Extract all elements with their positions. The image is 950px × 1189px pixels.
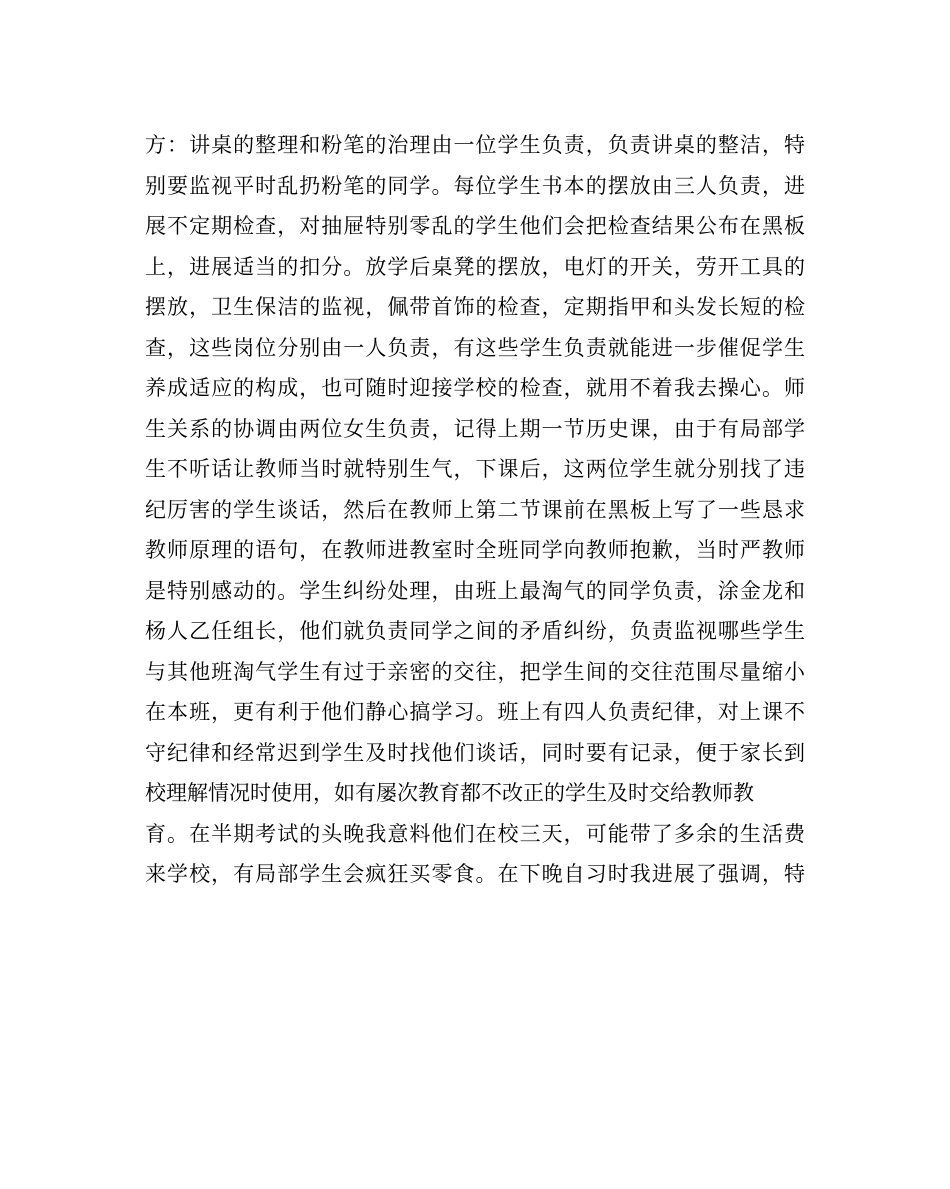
text-line: 别要监视平时乱扔粉笔的同学。每位学生书本的摆放由三人负责，进 (145, 173, 805, 198)
text-line: 方：讲桌的整理和粉笔的治理由一位学生负责，负责讲桌的整洁，特 (145, 133, 805, 157)
text-line: 教师原理的语句，在教师进教室时全班同学向教师抱歉，当时严教师 (145, 538, 805, 562)
text-line: 上，进展适当的扣分。放学后桌凳的摆放，电灯的开关，劳开工具的 (145, 254, 805, 279)
text-line: 在本班，更有利于他们静心搞学习。班上有四人负责纪律，对上课不 (145, 700, 805, 724)
text-line: 与其他班淘气学生有过于亲密的交往，把学生间的交往范围尽量缩小 (145, 659, 805, 684)
text-line: 来学校，有局部学生会疯狂买零食。在下晚自习时我进展了强调，特 (145, 862, 805, 886)
text-line: 育。在半期考试的头晚我意料他们在校三天，可能带了多余的生活费 (145, 821, 805, 846)
text-line: 养成适应的构成，也可随时迎接学校的检查，就用不着我去操心。师 (145, 376, 805, 400)
text-line: 摆放，卫生保洁的监视，佩带首饰的检查，定期指甲和头发长短的检 (145, 295, 805, 319)
text-line: 纪厉害的学生谈话，然后在教师上第二节课前在黑板上写了一些恳求 (145, 497, 805, 522)
text-line: 生关系的协调由两位女生负责，记得上期一节历史课，由于有局部学 (145, 416, 805, 441)
text-line: 杨人乙任组长，他们就负责同学之间的矛盾纠纷，负责监视哪些学生 (145, 619, 805, 643)
text-line: 校理解情况时使用，如有屡次教育都不改正的学生及时交给教师教 (145, 781, 754, 805)
text-line: 是特别感动的。学生纠纷处理，由班上最淘气的同学负责，涂金龙和 (145, 578, 805, 603)
body-paragraph (145, 125, 805, 895)
text-line: 生不听话让教师当时就特别生气，下课后，这两位学生就分别找了违 (145, 457, 805, 481)
text-line: 查，这些岗位分别由一人负责，有这些学生负责就能进一步催促学生 (145, 335, 805, 360)
text-line: 展不定期检查，对抽屉特别零乱的学生他们会把检查结果公布在黑板 (145, 214, 805, 238)
text-line: 守纪律和经常迟到学生及时找他们谈话，同时要有记录，便于家长到 (145, 740, 805, 765)
